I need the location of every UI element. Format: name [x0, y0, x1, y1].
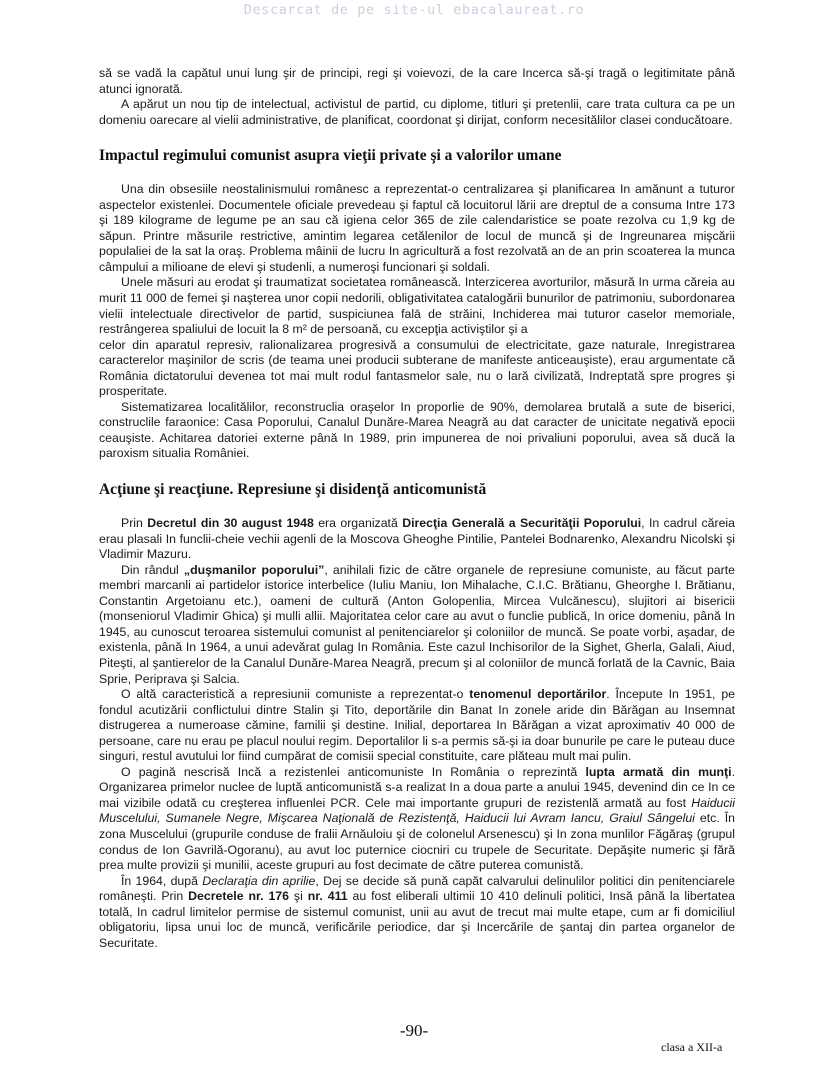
bold-text: nr. 411 [307, 889, 348, 904]
class-label: clasa a XII-a [661, 1040, 723, 1054]
document-body [99, 66, 735, 951]
text-run: A apărut un nou tip de intelectual, activistul de partid, cu diplome, titluri şi pretenlii, care trata cultura ca pe un domeniu oarecare al vielii administrative, de planificat, coordonat şi dirijat, conform necesitălilor clasei conducătoare. [99, 97, 735, 127]
paragraph [99, 563, 735, 687]
bold-text: tenomenul deportărilor [469, 687, 607, 702]
paragraph [99, 97, 735, 128]
paragraph [99, 338, 735, 400]
text-run: Prin [121, 516, 148, 531]
text-run: celor din aparatul represiv, ralionalizarea progresivă a consumului de electricitate, gaze naturale, Inregistrarea caracterelor maşinilor de scris (de teama unei producii subterane de manifeste anticeauşiste), erau argumentate că România dictatorului devenea tot mai mult rodul fantasmelor sale, nu o lară civilizată, Indreptată spre progres şi prosperitate. [99, 337, 735, 399]
paragraph [99, 516, 735, 563]
text-run: . Începute In 1951, pe fondul acutizării conflictului dintre Stalin şi Tito, deportările din Banat In zonele aride din Bărăgan au Insemnat distrugerea a numeroase cămine, familii şi destine. Inilial, deportarea In Bărăgan a vizat aproximativ 40 000 de persoane, care nu erau pe placul noului regim. Deportalilor li s-a permis să-şi ia doar bunurile pe care le puteau duce singuri, restul avutului lor fiind cumpărat de comisii special constituite, care plăteau mult mai pulin. [99, 687, 735, 764]
paragraph [99, 182, 735, 275]
text-run: . Organizarea primelor nuclee de luptă anticomunistă s-a realizat In a doua parte a anului 1945, devenind din ce In ce mai vizibile odată cu creşterea influenlei PCR. Cele mai importante grupuri de rezistenlă armată au fost [99, 764, 735, 810]
bold-text: Decretele nr. 176 [188, 889, 289, 904]
text-run: , Dej se decide să pună capăt calvarului delinulilor politici din penitenciarele româneşti. Prin [99, 873, 735, 904]
bold-text: „duşmanilor poporului” [183, 562, 325, 577]
text-run: era organizată [313, 516, 403, 531]
text-run: Din rândul [121, 562, 184, 577]
paragraph [99, 687, 735, 765]
text-run: Sistematizarea localitălilor, reconstruclia oraşelor In proporlie de 90%, demolarea brutală a sute de biserici, construclile faraonice: Casa Poporului, Canalul Dunăre-Marea Neagră au dat caracter de unicitate negativă epocii ceauşiste. Achitarea datoriei externe până In 1989, prin impunerea de noi privaliuni poporului, avea să ducă la paroxism situalia României. [99, 399, 735, 461]
italic-text: Haiducii Muscelului, Sumanele Negre, Mişcarea Naţională de Rezistenţă, Haiducii lui Avram Iancu, Graiul Sângelui [99, 795, 735, 826]
italic-text: Declaraţia din aprilie [202, 873, 316, 888]
text-run: să se vadă la capătul unui lung şir de principi, regi şi voievozi, de la care Incerca să-şi tragă o legitimitate până atunci ignorată. [99, 66, 735, 96]
text-run: O altă caracteristică a represiunii comuniste a reprezentat-o [121, 687, 470, 702]
text-run: şi [288, 889, 308, 904]
bold-text: lupta armată din munţi [585, 764, 732, 779]
text-run: Unele măsuri au erodat şi traumatizat societatea românească. Interzicerea avorturilor, măsură In urma căreia au murit 11 000 de femei şi naşterea unor copii nedorili, obligativitatea catalogării bunurilor de patrimoniu, subordonarea vielii intelectuale directivelor de partid, suspiciunea falā de străini, Inchiderea mai tuturor caselor memoriale, restrângerea spaliului de locuit la 8 m² de persoană, cu excepţia activiştilor şi a [99, 275, 735, 337]
text-run: , anihilali fizic de către organele de represiune comuniste, au făcut parte membri marcanli ai partidelor istorice interbelice (Iuliu Maniu, Ion Mihalache, C.I.C. Brătianu, Gheorghe I. Brătianu, Constantin Argetoianu etc.), oameni de cultură (Anton Golopenlia, Mircea Vulcănescu), slujitori ai bisericii (monseniorul Vladimir Ghica) şi mulli allii. Majoritatea celor care au avut o funclie publică, In orice domeniu, până In 1945, au cunoscut teroarea sistemului comunist al penitenciarelor şi coloniilor de muncă. Se poate vorbi, aşadar, de existenla, până In 1964, a unui adevărat gulag In România. Este cazul Inchisorilor de la Sighet, Gherla, Galali, Aiud, Piteşti, al şantierelor de la Canalul Dunăre-Marea Neagră, precum şi al coloniilor de muncă forlată de la Cavnic, Baia Sprie, Periprava şi Salcia. [99, 562, 735, 686]
text-run: O pagină nescrisă Incă a rezistenlei anticomuniste In România o reprezintă [121, 764, 586, 779]
page-number: -90- [399, 1021, 429, 1040]
section-heading: Impactul regimului comunist asupra vieţii private şi a valorilor umane [99, 147, 562, 165]
text-run: În 1964, după [121, 873, 203, 888]
paragraph [99, 765, 735, 874]
text-run: etc. În zona Muscelului (grupurile conduse de fralii Arnăuloiu şi de colonelul Arsenescu) şi In zona munlilor Făgăraş (grupul condus de Ion Gavrilă-Ogoranu), au avut loc puternice ciocniri cu trupele de Securitate. Depăşite numeric şi fără prea multe provizii şi munilii, aceste grupuri au fost decimate de către puterea comunistă. [99, 811, 735, 873]
paragraph [99, 66, 735, 97]
bold-text: Decretul din 30 august 1948 [147, 516, 314, 531]
paragraph [99, 275, 735, 337]
paragraph [99, 874, 735, 952]
watermark: Descarcat de pe site-ul ebacalaureat.ro [243, 2, 585, 18]
paragraph [99, 400, 735, 462]
section-heading: Acţiune şi reacţiune. Represiune şi disidenţă anticomunistă [99, 481, 487, 499]
bold-text: Direcţia Generală a Securităţii Poporului [402, 516, 642, 531]
text-run: Una din obsesiile neostalinismului românesc a reprezentat-o centralizarea şi planificarea In amănunt a tuturor aspectelor existenlei. Documentele oficiale prevedeau şi faptul că locuitorul lării are dreptul de a consuma Intre 173 şi 189 kilograme de legume pe an sau că igiena celor 365 de zile calendaristice se poate rezolva cu 1,9 kg de săpun. Printre măsurile restrictive, amintim legarea cetălenilor de locul de muncă şi de Ingreunarea mişcării populaliei de la sat la oraş. Problema mâinii de lucru In agricultură a fost rezolvată an de an prin scoaterea la munca câmpului a milioane de elevi şi studenli, a numeroşi funcionari şi soldali. [99, 182, 735, 274]
text-run: , In cadrul căreia erau plasali In funclii-cheie vechii agenli de la Moscova Gheoghe Pintilie, Pantelei Bodnarenko, Alexandru Nicolski şi Vladimir Mazuru. [99, 516, 735, 562]
text-run: au fost eliberali ultimii 10 410 delinuli politici, Insă până la libertatea totală, In cadrul limitelor permise de sistemul comunist, unii au avut de trecut mai multe etape, cum ar fi domiciliul obligatoriu, lipsa unui loc de muncă, verificările periodice, dar şi Incercările de şantaj din partea organelor de Securitate. [99, 889, 736, 950]
